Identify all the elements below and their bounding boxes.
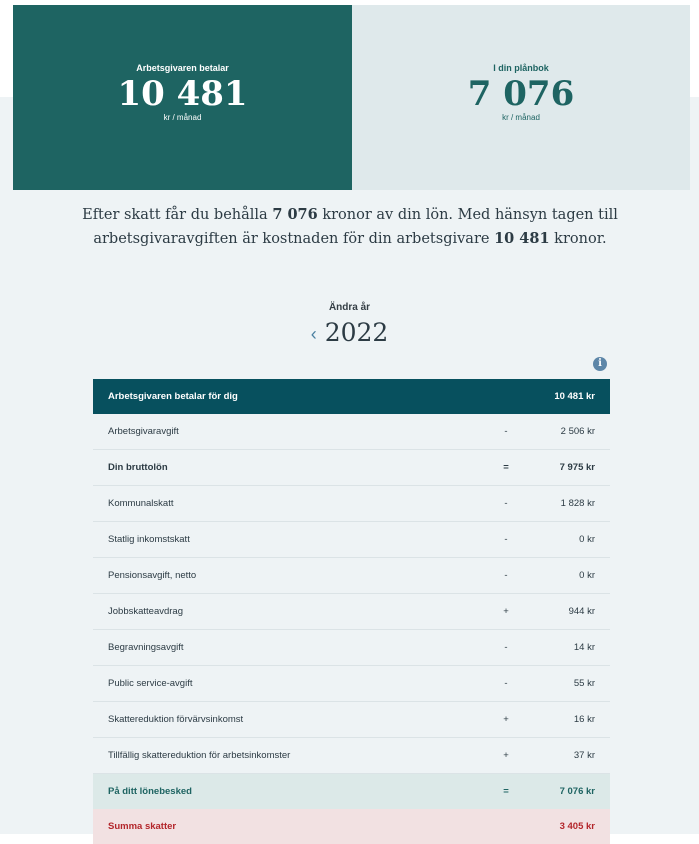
row-operator: - bbox=[504, 498, 508, 509]
row-label: Public service-avgift bbox=[108, 678, 193, 689]
row-amount: 0 kr bbox=[579, 570, 595, 581]
header-label: Arbetsgivaren betalar för dig bbox=[108, 391, 238, 402]
summary-net-amount: 7 076 bbox=[272, 206, 318, 223]
row-amount: 14 kr bbox=[573, 642, 595, 653]
table-row bbox=[93, 738, 610, 774]
wallet-card bbox=[352, 5, 690, 190]
summary-cost-amount: 10 481 bbox=[494, 230, 550, 247]
total-taxes-row bbox=[93, 809, 610, 844]
employer-pays-value: 10 481 bbox=[117, 74, 248, 114]
row-label: Kommunalskatt bbox=[108, 498, 174, 509]
header-amount: 10 481 kr bbox=[554, 391, 595, 402]
row-amount: 1 828 kr bbox=[560, 498, 595, 509]
row-operator: + bbox=[503, 714, 509, 725]
row-label: Din bruttolön bbox=[108, 462, 168, 473]
table-row bbox=[93, 594, 610, 630]
row-label: Jobbskatteavdrag bbox=[108, 606, 183, 617]
row-operator: = bbox=[503, 462, 509, 473]
row-amount: 55 kr bbox=[573, 678, 595, 689]
change-year-label: Ändra år bbox=[328, 302, 371, 313]
employer-pays-card bbox=[13, 5, 352, 190]
table-row bbox=[93, 702, 610, 738]
row-label: Pensionsavgift, netto bbox=[108, 570, 197, 581]
row-amount: 0 kr bbox=[579, 534, 595, 545]
info-icon[interactable]: i bbox=[593, 357, 607, 371]
result-label: På ditt lönebesked bbox=[108, 786, 192, 797]
row-label: Begravningsavgift bbox=[108, 642, 184, 653]
row-amount: 7 975 kr bbox=[559, 462, 595, 473]
chevron-left-icon[interactable]: ‹ bbox=[310, 324, 317, 344]
row-label: Skattereduktion förvärvsinkomst bbox=[108, 714, 244, 725]
table-row bbox=[93, 630, 610, 666]
result-amount: 7 076 kr bbox=[559, 786, 595, 797]
row-operator: - bbox=[504, 642, 508, 653]
row-operator: + bbox=[503, 606, 509, 617]
table-row bbox=[93, 486, 610, 522]
row-amount: 16 kr bbox=[573, 714, 595, 725]
wallet-unit: kr / månad bbox=[502, 113, 540, 122]
salary-breakdown-table bbox=[93, 379, 610, 844]
employer-pays-unit: kr / månad bbox=[163, 113, 202, 122]
row-operator: - bbox=[504, 678, 508, 689]
table-row bbox=[93, 522, 610, 558]
wallet-label: I din plånbok bbox=[493, 63, 549, 73]
table-header-row bbox=[93, 379, 610, 414]
row-label: Statlig inkomstskatt bbox=[108, 534, 190, 545]
table-row bbox=[93, 666, 610, 702]
table-row bbox=[93, 558, 610, 594]
row-operator: + bbox=[503, 750, 509, 761]
row-amount: 37 kr bbox=[573, 750, 595, 761]
payslip-result-row bbox=[93, 774, 610, 809]
summary-part2: kronor av din lön. Med hänsyn tagen till arbetsgivaravgiften är kostnaden för din arbetsgivare bbox=[93, 207, 618, 247]
year-value: 2022 bbox=[324, 318, 389, 347]
employer-pays-label: Arbetsgivaren betalar bbox=[136, 63, 229, 73]
summary-part3: kronor. bbox=[549, 231, 607, 247]
row-operator: - bbox=[504, 534, 508, 545]
result-operator: = bbox=[503, 786, 509, 797]
taxes-label: Summa skatter bbox=[108, 821, 177, 832]
row-amount: 944 kr bbox=[568, 606, 595, 617]
taxes-amount: 3 405 kr bbox=[559, 821, 595, 832]
year-selector bbox=[0, 318, 699, 347]
row-operator: - bbox=[504, 570, 508, 581]
wallet-value: 7 076 bbox=[467, 74, 575, 114]
summary-part1: Efter skatt får du behålla bbox=[82, 207, 273, 223]
row-label: Arbetsgivaravgift bbox=[108, 426, 179, 437]
row-amount: 2 506 kr bbox=[560, 426, 595, 437]
row-label: Tillfällig skattereduktion för arbetsinkomster bbox=[108, 750, 291, 761]
summary-text bbox=[80, 203, 620, 251]
table-row bbox=[93, 414, 610, 450]
table-row bbox=[93, 450, 610, 486]
row-operator: - bbox=[504, 426, 508, 437]
